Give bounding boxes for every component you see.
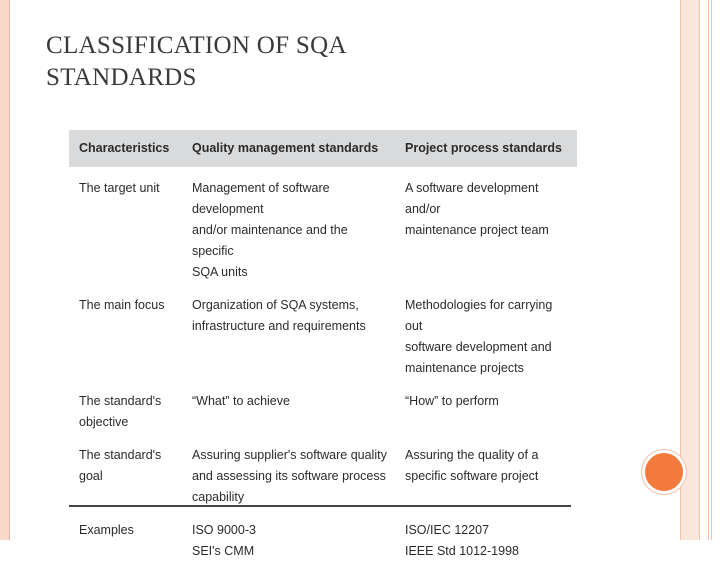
cell-line: Assuring supplier's software quality xyxy=(192,448,387,462)
cell-line: and assessing its software process xyxy=(192,469,386,483)
cell-line: “How” to perform xyxy=(405,394,499,408)
cell-line: The standard's xyxy=(79,448,162,462)
cell-line: The main focus xyxy=(79,298,165,312)
cell-line: objective xyxy=(79,415,129,429)
cell-line: Organization of SQA systems, xyxy=(192,298,359,312)
cell-line: The target unit xyxy=(79,181,160,195)
table-row xyxy=(69,516,577,566)
cell-line: capability xyxy=(192,490,245,504)
table-header-row xyxy=(69,130,577,167)
cell-characteristic xyxy=(69,167,182,291)
cell-line: ISO/IEC 12207 xyxy=(405,523,490,537)
cell-line: IEEE Std 1012-1998 xyxy=(405,544,519,558)
cell-line: maintenance projects xyxy=(405,361,524,375)
cell-line: Methodologies for carrying out xyxy=(405,298,553,333)
cell-project xyxy=(395,167,577,291)
cell-quality xyxy=(182,387,395,441)
header-characteristics: Characteristics xyxy=(69,130,182,167)
cell-line: The standard's xyxy=(79,394,162,408)
cell-line: ISO 9000-3 xyxy=(192,523,256,537)
cell-line: maintenance project team xyxy=(405,223,549,237)
slide-title-line-2: STANDARDS xyxy=(46,64,197,91)
table-row xyxy=(69,387,577,441)
header-project-process: Project process standards xyxy=(395,130,577,167)
cell-line: goal xyxy=(79,469,103,483)
table-row xyxy=(69,291,577,387)
sqa-standards-table xyxy=(69,130,577,566)
orange-circle-ornament xyxy=(642,450,686,494)
cell-quality xyxy=(182,167,395,291)
cell-line: and/or maintenance and the specific xyxy=(192,223,348,258)
cell-quality xyxy=(182,516,395,566)
header-quality-management: Quality management standards xyxy=(182,130,395,167)
table-row xyxy=(69,167,577,291)
cell-line: infrastructure and requirements xyxy=(192,319,366,333)
right-decorative-line xyxy=(708,0,712,540)
slide-title xyxy=(46,30,606,94)
cell-project xyxy=(395,291,577,387)
cell-quality xyxy=(182,291,395,387)
cell-line: specific software project xyxy=(405,469,539,483)
cell-project xyxy=(395,387,577,441)
left-decorative-border xyxy=(0,0,10,540)
cell-line: A software development and/or xyxy=(405,181,539,216)
cell-characteristic xyxy=(69,291,182,387)
cell-line: “What” to achieve xyxy=(192,394,290,408)
cell-project xyxy=(395,516,577,566)
slide-title-line-1: CLASSIFICATION OF SQA xyxy=(46,32,347,59)
cell-line: SQA units xyxy=(192,265,248,279)
cell-line: Examples xyxy=(79,523,134,537)
cell-line: Assuring the quality of a xyxy=(405,448,539,462)
table-bottom-rule xyxy=(69,505,571,507)
cell-line: Management of software development xyxy=(192,181,330,216)
right-decorative-band xyxy=(680,0,700,540)
cell-characteristic xyxy=(69,387,182,441)
cell-line: SEI's CMM xyxy=(192,544,255,558)
cell-characteristic xyxy=(69,516,182,566)
cell-line: software development and xyxy=(405,340,552,354)
